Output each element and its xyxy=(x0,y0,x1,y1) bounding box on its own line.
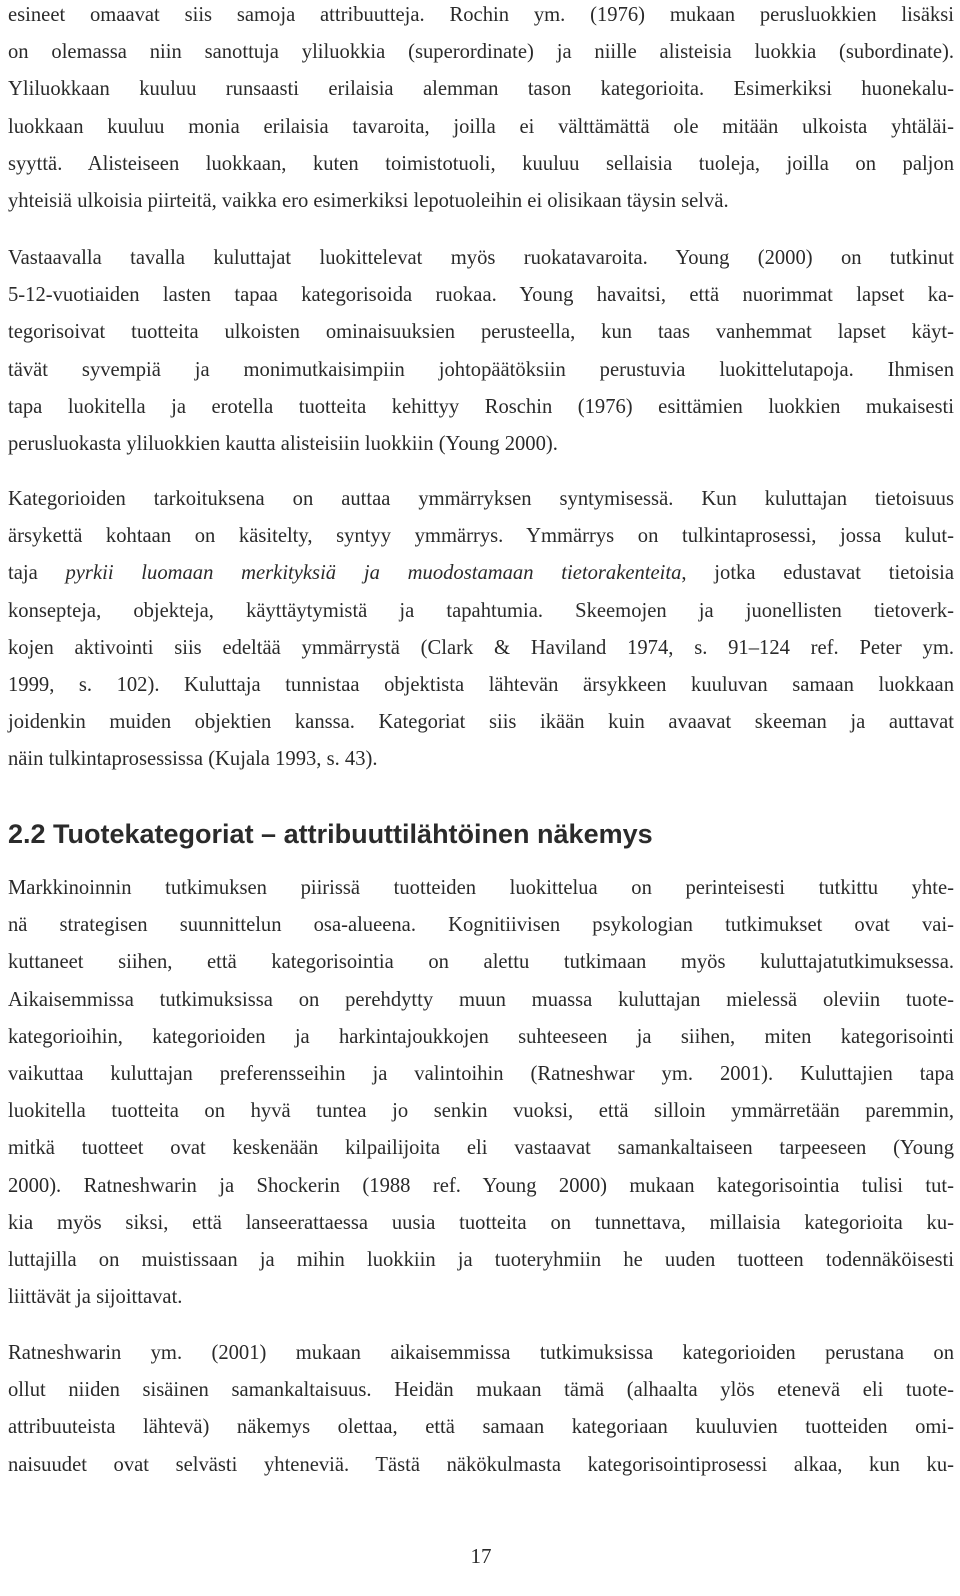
text-line: 1999, s. 102). Kuluttaja tunnistaa objektista lähtevän ärsykkeen kuuluvan samaan luokkaan xyxy=(8,674,954,697)
text-line: näin tulkintaprosessissa (Kujala 1993, s. 43). xyxy=(8,748,378,771)
text-line: yhteisiä ulkoisia piirteitä, vaikka ero esimerkiksi lepotuoleihin ei olisikaan täysin selvä. xyxy=(8,190,729,213)
text-line: 5-12-vuotiaiden lasten tapaa kategorisoida ruokaa. Young havaitsi, että nuorimmat lapset ka- xyxy=(8,284,954,307)
text-line: Ratneshwarin ym. (2001) mukaan aikaisemmissa tutkimuksissa kategorioiden perustana on xyxy=(8,1342,954,1364)
text-line: 2000). Ratneshwarin ja Shockerin (1988 ref. Young 2000) mukaan kategorisointia tulisi tut- xyxy=(8,1174,954,1197)
text-line: joidenkin muiden objektien kanssa. Kategoriat siis ikään kuin avaavat skeeman ja auttavat xyxy=(8,711,954,734)
text-line: Vastaavalla tavalla kuluttajat luokittelevat myös ruokatavaroita. Young (2000) on tutkinut xyxy=(8,247,954,269)
text-line: esineet omaavat siis samoja attribuutteja. Rochin ym. (1976) mukaan perusluokkien lisäksi xyxy=(8,4,954,26)
text-line: ollut niiden sisäinen samankaltaisuus. Heidän mukaan tämä (alhaalta ylös etenevä eli tuote- xyxy=(8,1379,954,1402)
text-line: Yliluokkaan kuuluu runsaasti erilaisia alemman tason kategorioita. Esimerkiksi huonekalu- xyxy=(8,78,954,101)
text-line: tapa luokitella ja erotella tuotteita kehittyy Roschin (1976) esittämien luokkien mukaisesti xyxy=(8,395,954,418)
text-line: tävät syvempiä ja monimutkaisimpiin johtopäätöksiin perustuvia luokittelutapoja. Ihmisen xyxy=(8,358,954,381)
section-heading: 2.2 Tuotekategoriat – attribuuttilähtöinen näkemys xyxy=(8,819,653,849)
text-line: Kategorioiden tarkoituksena on auttaa ymmärryksen syntymisessä. Kun kuluttajan tietoisuus xyxy=(8,488,954,510)
emphasized-text: pyrkii luomaan merkityksiä ja muodostamaan tietorakenteita xyxy=(65,562,682,585)
text-line: luttajilla on muistissaan ja mihin luokkiin ja tuoteryhmiin he uuden tuotteen todennäköisesti xyxy=(8,1249,954,1272)
paragraph-product-categories xyxy=(8,870,954,1316)
paragraph-basic-categories xyxy=(8,0,954,220)
text-line: vaikuttaa kuluttajan preferensseihin ja valintoihin (Ratneshwar ym. 2001). Kuluttajien tapa xyxy=(8,1063,954,1086)
text-line: mitkä tuotteet ovat keskenään kilpailijoita eli vastaavat samankaltaiseen tarpeeseen (Young xyxy=(8,1137,954,1160)
text-line: perusluokasta yliluokkien kautta alisteisiin luokkiin (Young 2000). xyxy=(8,433,558,456)
text-line: nä strategisen suunnittelun osa-alueena. Kognitiivisen psykologian tutkimukset ovat vai- xyxy=(8,914,954,937)
text-line: attribuuteista lähtevä) näkemys olettaa, että samaan kategoriaan kuuluvien tuotteiden omi- xyxy=(8,1416,954,1439)
page-number: 17 xyxy=(470,1544,492,1568)
text-line: luokkaan kuuluu monia erilaisia tavaroita, joilla ei välttämättä ole mitään ulkoista yhtäläi- xyxy=(8,115,954,138)
text-line: kojen aktivointi siis edeltää ymmärrystä (Clark & Haviland 1974, s. 91–124 ref. Peter ym. xyxy=(8,636,954,659)
text-line: Markkinoinnin tutkimuksen piirissä tuotteiden luokittelua on perinteisesti tutkittu yhte- xyxy=(8,877,954,899)
text-line: ärsykettä kohtaan on käsitelty, syntyy ymmärrys. Ymmärrys on tulkintaprosessi, jossa kulut- xyxy=(8,525,954,548)
paragraph-ratneshwar xyxy=(8,1335,954,1484)
text-line: kia myös siksi, että lanseerattaessa uusia tuotteita on tunnettava, millaisia kategorioita ku- xyxy=(8,1211,954,1234)
text-fragment: , jotka edustavat tietoisia xyxy=(681,562,954,585)
paragraph-food-categorization xyxy=(8,240,954,463)
text-line: kuttaneet siihen, että kategorisointia on alettu tutkimaan myös kuluttajatutkimuksessa. xyxy=(8,951,954,974)
text-line: on olemassa niin sanottuja yliluokkia (superordinate) ja niille alisteisia luokkia (subordinate). xyxy=(8,41,954,64)
text-line xyxy=(8,555,954,592)
text-line: Aikaisemmissa tutkimuksissa on perehdytty muun muassa kuluttajan mielessä oleviin tuote- xyxy=(8,988,954,1011)
text-line: liittävät ja sijoittavat. xyxy=(8,1286,183,1309)
text-line: luokitella tuotteita on hyvä tuntea jo senkin vuoksi, että silloin ymmärretään paremmin, xyxy=(8,1100,954,1123)
paragraph-understanding xyxy=(8,481,954,779)
document-page xyxy=(8,0,954,1596)
text-line: kategorioihin, kategorioiden ja harkintajoukkojen suhteeseen ja siihen, miten kategorisointi xyxy=(8,1025,954,1048)
text-line: syyttä. Alisteiseen luokkaan, kuten toimistotuoli, kuuluu sellaisia tuoleja, joilla on paljon xyxy=(8,152,954,175)
text-line: tegorisoivat tuotteita ulkoisten ominaisuuksien perusteella, kun taas vanhemmat lapset käyt- xyxy=(8,321,954,344)
text-line: naisuudet ovat selvästi yhteneviä. Tästä näkökulmasta kategorisointiprosessi alkaa, kun ku- xyxy=(8,1453,954,1476)
text-line: konsepteja, objekteja, käyttäytymistä ja tapahtumia. Skeemojen ja juonellisten tietoverk- xyxy=(8,599,954,622)
text-fragment: taja xyxy=(8,562,66,585)
